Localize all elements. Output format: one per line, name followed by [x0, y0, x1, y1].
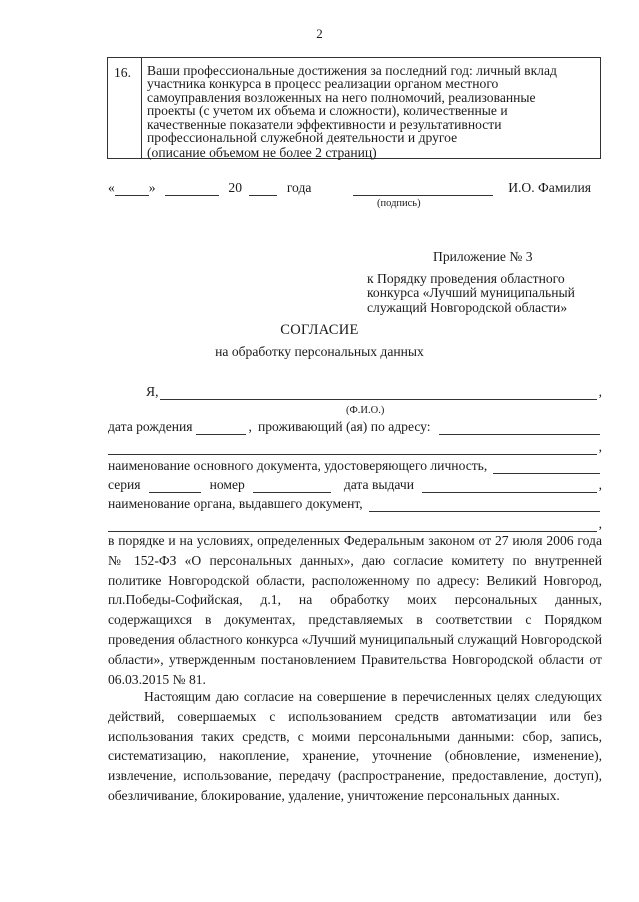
quote-open: «: [108, 180, 115, 195]
number-field[interactable]: [253, 479, 331, 493]
appendix-line: конкурса «Лучший муниципальный: [367, 285, 575, 300]
address-continuation-field[interactable]: [108, 441, 597, 455]
series-label: серия: [108, 477, 141, 492]
table-row-note: (описание объемом не более 2 страниц): [147, 145, 377, 160]
appendix-line: служащий Новгородской области»: [367, 299, 568, 315]
issue-date-field[interactable]: [422, 479, 597, 493]
comma: ,: [598, 384, 602, 399]
consent-paragraph-1: в порядке и на условиях, определенных Федеральным законом от 27 июля 2006 года № 152-ФЗ «О персональных данных», даю согласие комитету по внутренней политике Новгородской области, расположенному по адресу: Великий Новгород, пл.Победы-Софийская, д.1, на обработку моих персональных данных, содержащихся в документах, представляемых в соответствии с Порядком проведения областного конкурса «Лучший муниципальный служащий Новгородской области», утвержденным постановлением Правительства Новгородской области от 06.03.2015 № 81.: [108, 533, 602, 687]
table-row-number: 16.: [114, 65, 131, 80]
quote-close: »: [148, 180, 156, 195]
month-blank[interactable]: [165, 181, 219, 196]
day-blank[interactable]: [115, 181, 149, 196]
address-continuation-row: [108, 439, 602, 455]
table-row-text: Ваши профессиональные достижения за последний год: личный вклад участника конкурса в процесс реализации органом местного самоуправления возложенных на него полномочий, реализованные проекты (с учетом их объема и сложности), количественные и качественные показатели эффективности и результативности профессиональной служебной деятельности и другое: [147, 63, 557, 146]
appendix-block: [367, 250, 575, 315]
fio-caption: (Ф.И.О.): [346, 405, 385, 416]
consent-paragraph-2: Настоящим даю согласие на совершение в перечисленных целях следующих действий, совершаемых с использованием средств автоматизации или без использования таких средств, с моими персональными данными: сбор, запись, систематизацию, накопление, хранение, уточнение (обновление, изменение), извлечение, использование, передачу (распространение, предоставление, доступ), обезличивание, блокирование, удаление, уничтожение персональных данных.: [108, 689, 602, 803]
series-number-row: [108, 477, 602, 493]
address-field[interactable]: [439, 421, 600, 435]
signer-name: И.О. Фамилия: [508, 180, 592, 195]
signature-caption: (подпись): [377, 198, 421, 209]
number-label: номер: [209, 477, 245, 492]
comma: ,: [598, 516, 602, 531]
issuer-row: [108, 496, 602, 512]
birth-address-row: [108, 419, 602, 435]
appendix-title: Приложение № 3: [433, 249, 533, 264]
appendix-line: к Порядку проведения областного: [367, 270, 565, 286]
page-number: 2: [316, 26, 323, 41]
series-field[interactable]: [149, 479, 201, 493]
document-title: СОГЛАСИЕ: [280, 322, 359, 338]
identity-document-row: [108, 458, 602, 474]
comma: ,: [598, 477, 602, 492]
issuer-continuation-field[interactable]: [108, 518, 597, 532]
achievements-table: [107, 57, 601, 159]
identity-document-label: наименование основного документа, удостоверяющего личность,: [108, 458, 488, 473]
table-column-divider: [141, 58, 142, 158]
address-label: проживающий (ая) по адресу:: [257, 419, 431, 434]
signature-blank[interactable]: [353, 181, 493, 196]
fio-field[interactable]: [160, 386, 596, 400]
issuer-label: наименование органа, выдавшего документ,: [108, 496, 363, 511]
identity-document-field[interactable]: [493, 460, 600, 474]
issuer-continuation-row: [108, 516, 602, 532]
i-label: Я,: [146, 384, 159, 399]
birth-label: дата рождения: [108, 419, 193, 434]
year-blank[interactable]: [249, 181, 277, 196]
comma: ,: [248, 419, 252, 434]
issue-date-label: дата выдачи: [343, 477, 415, 492]
year-suffix: года: [286, 180, 312, 195]
issuer-field[interactable]: [369, 498, 600, 512]
document-subtitle: на обработку персональных данных: [215, 344, 424, 359]
fio-row: [108, 384, 602, 400]
birth-date-field[interactable]: [196, 421, 246, 435]
signature-line: [108, 180, 591, 196]
comma: ,: [598, 439, 602, 454]
year-prefix: 20: [228, 180, 242, 195]
